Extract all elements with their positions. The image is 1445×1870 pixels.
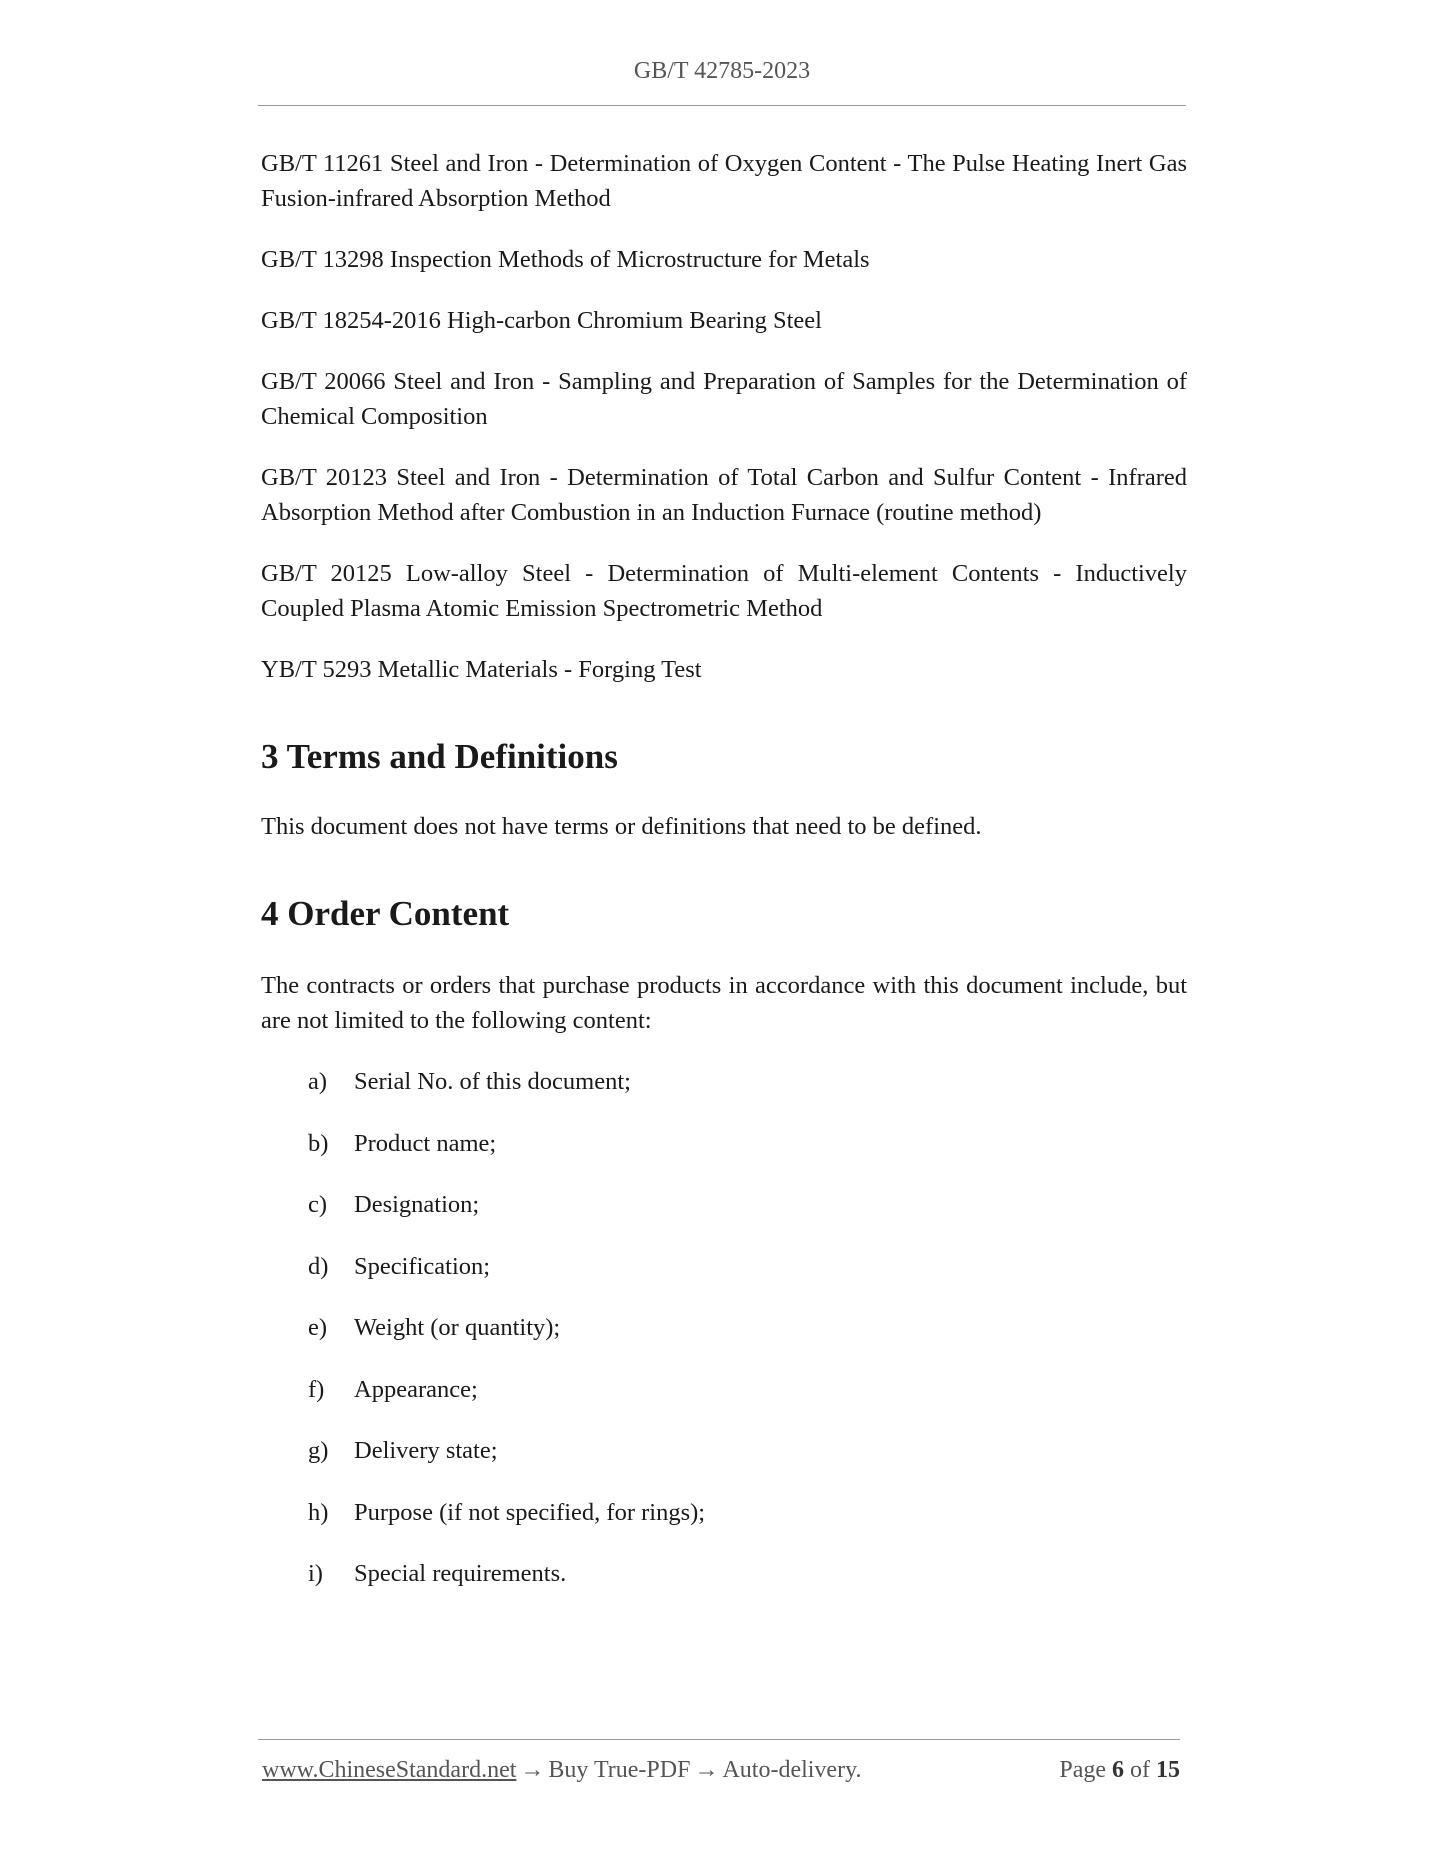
page-current: 6 xyxy=(1112,1757,1124,1783)
arrow-right-icon: → xyxy=(520,1757,545,1783)
reference-gbt-20123: GB/T 20123 Steel and Iron - Determination of Total Carbon and Sulfur Content - Infrared Absorption Method after Combustion in an Induction Furnace (routine method) xyxy=(261,464,1187,526)
page-indicator xyxy=(1059,1757,1180,1784)
reference-gbt-18254: GB/T 18254-2016 High-carbon Chromium Bearing Steel xyxy=(261,307,822,334)
list-marker: i) xyxy=(308,1560,323,1587)
list-item xyxy=(308,1495,1187,1530)
list-item xyxy=(308,1126,1187,1161)
reference-ybt-5293: YB/T 5293 Metallic Materials - Forging Test xyxy=(261,656,702,683)
page-of-label: of xyxy=(1130,1757,1150,1783)
list-marker: b) xyxy=(308,1129,329,1157)
arrow-right-icon: → xyxy=(694,1757,719,1783)
list-marker: g) xyxy=(308,1437,329,1464)
list-marker: d) xyxy=(308,1252,329,1280)
reference-gbt-20066: GB/T 20066 Steel and Iron - Sampling and Preparation of Samples for the Determination of Chemical Composition xyxy=(261,368,1187,430)
page-label: Page xyxy=(1059,1757,1106,1783)
reference-gbt-11261: GB/T 11261 Steel and Iron - Determination of Oxygen Content - The Pulse Heating Inert Gas Fusion-infrared Absorption Method xyxy=(261,150,1187,212)
list-item xyxy=(308,1187,1187,1222)
list-item xyxy=(308,1064,1187,1099)
reference-gbt-13298: GB/T 13298 Inspection Methods of Microstructure for Metals xyxy=(261,246,870,273)
list-marker: c) xyxy=(308,1191,328,1218)
reference-gbt-20125: GB/T 20125 Low-alloy Steel - Determination of Multi-element Contents - Inductively Coupled Plasma Atomic Emission Spectrometric Method xyxy=(261,560,1187,622)
list-item xyxy=(308,1433,1187,1468)
list-item-text: Special requirements. xyxy=(354,1560,567,1587)
section-4-heading: 4 Order Content xyxy=(261,894,510,933)
list-marker: e) xyxy=(308,1314,328,1341)
list-item-text: Delivery state; xyxy=(354,1437,498,1464)
auto-delivery-text: Auto-delivery. xyxy=(722,1757,862,1783)
list-item-text: Purpose (if not specified, for rings); xyxy=(354,1498,706,1526)
running-header: GB/T 42785-2023 xyxy=(633,58,811,84)
document-body xyxy=(261,146,1187,1618)
list-item-text: Serial No. of this document; xyxy=(354,1068,631,1095)
website-link[interactable]: www.ChineseStandard.net xyxy=(262,1757,517,1783)
list-item xyxy=(308,1372,1187,1407)
footer-divider xyxy=(258,1739,1180,1740)
list-marker: a) xyxy=(308,1068,328,1095)
list-item-text: Specification; xyxy=(354,1252,491,1280)
header-divider xyxy=(258,105,1186,106)
list-item-text: Weight (or quantity); xyxy=(354,1314,561,1341)
list-item-text: Appearance; xyxy=(354,1375,478,1403)
section-4-intro: The contracts or orders that purchase products in accordance with this document include, but are not limited to the following content: xyxy=(261,972,1187,1034)
section-3-text: This document does not have terms or definitions that need to be defined. xyxy=(261,813,982,840)
list-marker: f) xyxy=(308,1375,325,1403)
list-marker: h) xyxy=(308,1498,329,1526)
list-item xyxy=(308,1556,1187,1591)
order-content-list xyxy=(261,1064,1187,1591)
list-item-text: Product name; xyxy=(354,1129,497,1157)
page-total: 15 xyxy=(1156,1757,1180,1783)
list-item-text: Designation; xyxy=(354,1191,480,1218)
list-item xyxy=(308,1310,1187,1345)
list-item xyxy=(308,1249,1187,1284)
buy-true-pdf-text: Buy True-PDF xyxy=(548,1757,691,1783)
page-footer xyxy=(262,1757,1180,1784)
section-3-heading: 3 Terms and Definitions xyxy=(261,737,618,776)
